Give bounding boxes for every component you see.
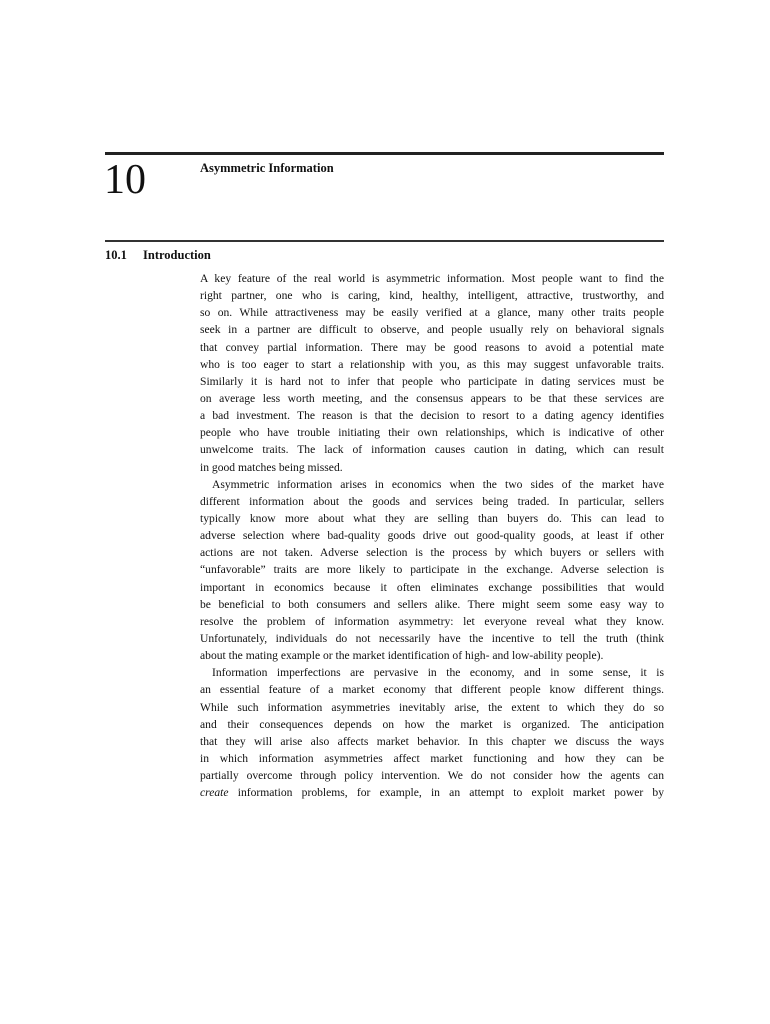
text-line: partially overcome through policy intervention. We do not consider how the agents can [200, 769, 664, 783]
section-heading [105, 247, 211, 263]
text-line: “unfavorable” traits are more likely to participate in the exchange. Adverse selection is [200, 563, 664, 577]
text-line: adverse selection where bad-quality goods drive out good-quality goods, at least if other [200, 529, 664, 543]
text-line-rest: information problems, for example, in an attempt to exploit market power by [228, 786, 664, 800]
text-line: a bad investment. The reason is that the decision to resort to a dating agency identifies [200, 409, 664, 423]
text-line: right partner, one who is caring, kind, healthy, intelligent, attractive, trustworthy, and [200, 289, 664, 303]
chapter-number: 10 [104, 157, 146, 203]
text-line-with-emphasis [200, 784, 664, 801]
text-line: Similarly it is hard not to infer that people who participate in dating services must be [200, 374, 664, 388]
body-text [200, 270, 664, 801]
text-line: seek in a partner are difficult to observe, and people usually rely on behavioral signals [200, 323, 664, 337]
chapter-top-rule [105, 152, 664, 155]
chapter-title: Asymmetric Information [200, 161, 334, 175]
text-line: people who have trouble initiating their own relationships, which is indicative of other [200, 426, 664, 440]
text-line: about the mating example or the market identification of high- and low-ability people). [200, 649, 604, 663]
paragraph-1 [200, 270, 664, 476]
text-line: that convey partial information. There may be good reasons to avoid a potential mate [200, 340, 664, 354]
text-line: that they will arise also affects market behavior. In this chapter we discuss the ways [200, 734, 664, 748]
text-line: in which information asymmetries affect market functioning and how they can be [200, 751, 664, 765]
text-line: in good matches being missed. [200, 460, 343, 474]
paragraph-2 [200, 476, 664, 665]
text-line: Information imperfections are pervasive in the economy, and in some sense, it is [212, 666, 664, 680]
text-line: who is too eager to start a relationship with you, as this may suggest unfavorable traits. [200, 357, 664, 371]
text-line: Unfortunately, individuals do not necessarily have the incentive to tell the truth (think [200, 631, 664, 645]
text-line: be beneficial to both consumers and sellers alike. There might seem some easy way to [200, 597, 664, 611]
text-line: Asymmetric information arises in economics when the two sides of the market have [212, 477, 664, 491]
text-line: typically know more about what they are selling than buyers do. This can lead to [200, 511, 664, 525]
text-line: important in economics because it often eliminates exchange possibilities that would [200, 580, 664, 594]
text-line: unwelcome traits. The lack of information causes caution in dating, which can result [200, 443, 664, 457]
text-line: and their consequences depends on how the market is organized. The anticipation [200, 717, 664, 731]
text-line: different information about the goods and services being traded. In particular, sellers [200, 494, 664, 508]
section-title: Introduction [143, 248, 211, 262]
text-line: A key feature of the real world is asymmetric information. Most people want to find the [200, 272, 664, 285]
emphasis-word: create [200, 786, 229, 800]
text-line: While such information asymmetries inevitably arise, the extent to which they do so [200, 700, 664, 714]
text-line: actions are not taken. Adverse selection is the process by which buyers or sellers with [200, 546, 664, 560]
section-number: 10.1 [105, 248, 127, 262]
paragraph-3 [200, 664, 664, 801]
section-rule [105, 240, 664, 242]
text-line: an essential feature of a market economy that different people know different things. [200, 683, 664, 697]
text-line: on average less worth meeting, and the consensus appears to be that these services are [200, 391, 664, 405]
text-line: resolve the problem of information asymmetry: let everyone reveal what they know. [200, 614, 664, 628]
text-line: so on. While attractiveness may be easily verified at a glance, many other traits people [200, 306, 664, 320]
